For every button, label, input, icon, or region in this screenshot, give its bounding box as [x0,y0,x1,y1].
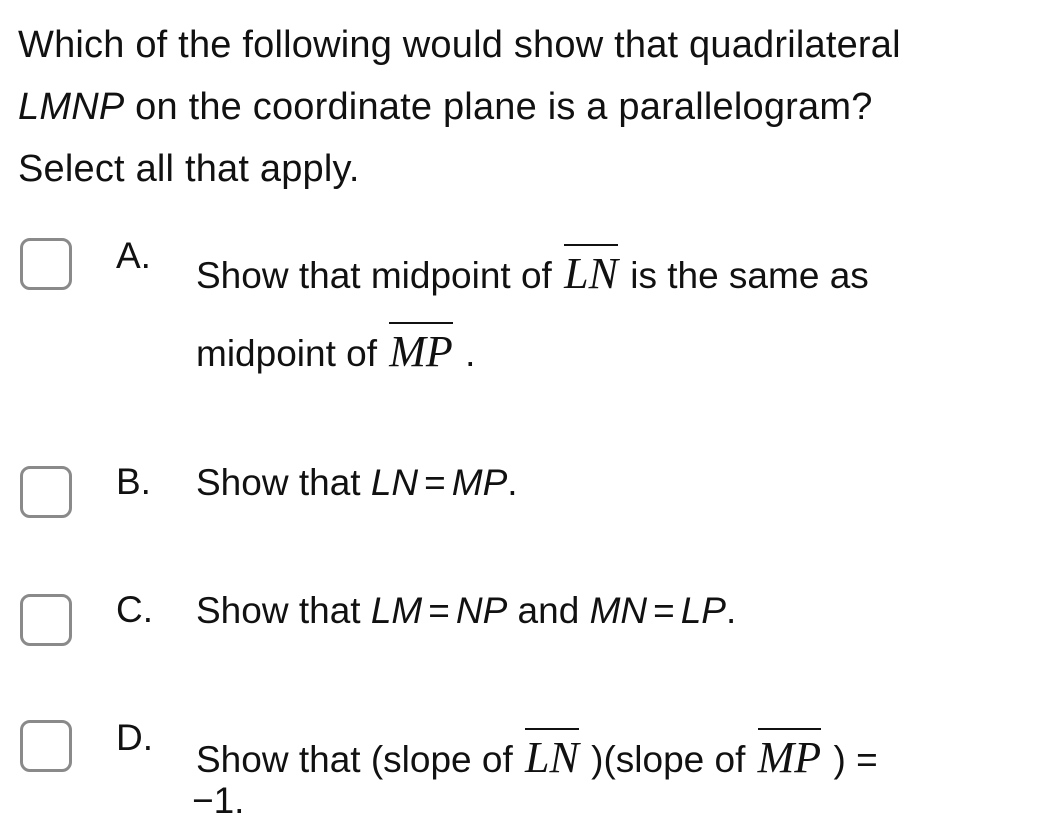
quadrilateral-name: LMNP [18,86,125,128]
option-c-text-3: . [725,590,737,631]
option-a-checkbox[interactable] [20,238,72,290]
option-a-line-2 [196,327,476,376]
option-a-text-3: midpoint of [196,333,388,374]
option-c-var-1: LM [370,590,423,631]
option-b-text [196,462,518,504]
option-c-var-4: LP [680,590,726,631]
option-d-text-1: Show that (slope of [196,739,524,780]
option-d-letter: D. [116,717,153,758]
segment-ln-label: LN [525,733,579,782]
segment-mp-label: MP [757,733,822,782]
option-c-letter: C. [116,589,153,630]
overline [564,244,618,246]
segment-mp [756,733,824,782]
option-c-text-1: Show that [196,590,371,631]
option-d-text-3: ) = [823,739,878,780]
overline [389,322,453,324]
option-a-line-1 [196,249,869,298]
question-line-2 [18,76,1018,138]
option-c-text-2: and [507,590,590,631]
option-b-checkbox[interactable] [20,466,72,518]
option-d-line-2 [192,780,244,822]
option-c-equals-2: = [653,590,675,631]
option-a-text-2: is the same as [619,255,869,296]
segment-mp [387,327,455,376]
option-d-line-1 [196,733,878,782]
option-b-text-2: . [507,462,518,503]
segment-mp-label: MP [389,327,453,376]
overline [525,728,579,730]
option-c-var-2: NP [455,590,508,631]
option-c-var-3: MN [589,590,648,631]
segment-ln-label: LN [564,249,618,298]
option-c-checkbox[interactable] [20,594,72,646]
segment-ln [562,249,620,298]
option-a-text-1: Show that midpoint of [196,255,563,296]
option-c-text [196,590,736,632]
option-b-equals: = [424,462,446,503]
option-b-var-1: LN [370,462,419,503]
question-line-1: Which of the following would show that quadrilateral [18,24,901,66]
question-instruction: Select all that apply. [18,148,360,190]
option-d-text-4: −1. [192,780,245,821]
option-b-var-2: MP [451,462,508,503]
option-c-equals-1: = [428,590,450,631]
question-line-2-rest: on the coordinate plane is a parallelogram? [124,86,873,128]
option-b-letter: B. [116,461,151,502]
option-a-letter: A. [116,235,151,276]
option-d-checkbox[interactable] [20,720,72,772]
overline [758,728,822,730]
option-a-text-4: . [454,333,476,374]
question-text [18,14,1018,200]
segment-ln [523,733,581,782]
option-b-text-1: Show that [196,462,371,503]
option-d-text-2: )(slope of [580,739,756,780]
